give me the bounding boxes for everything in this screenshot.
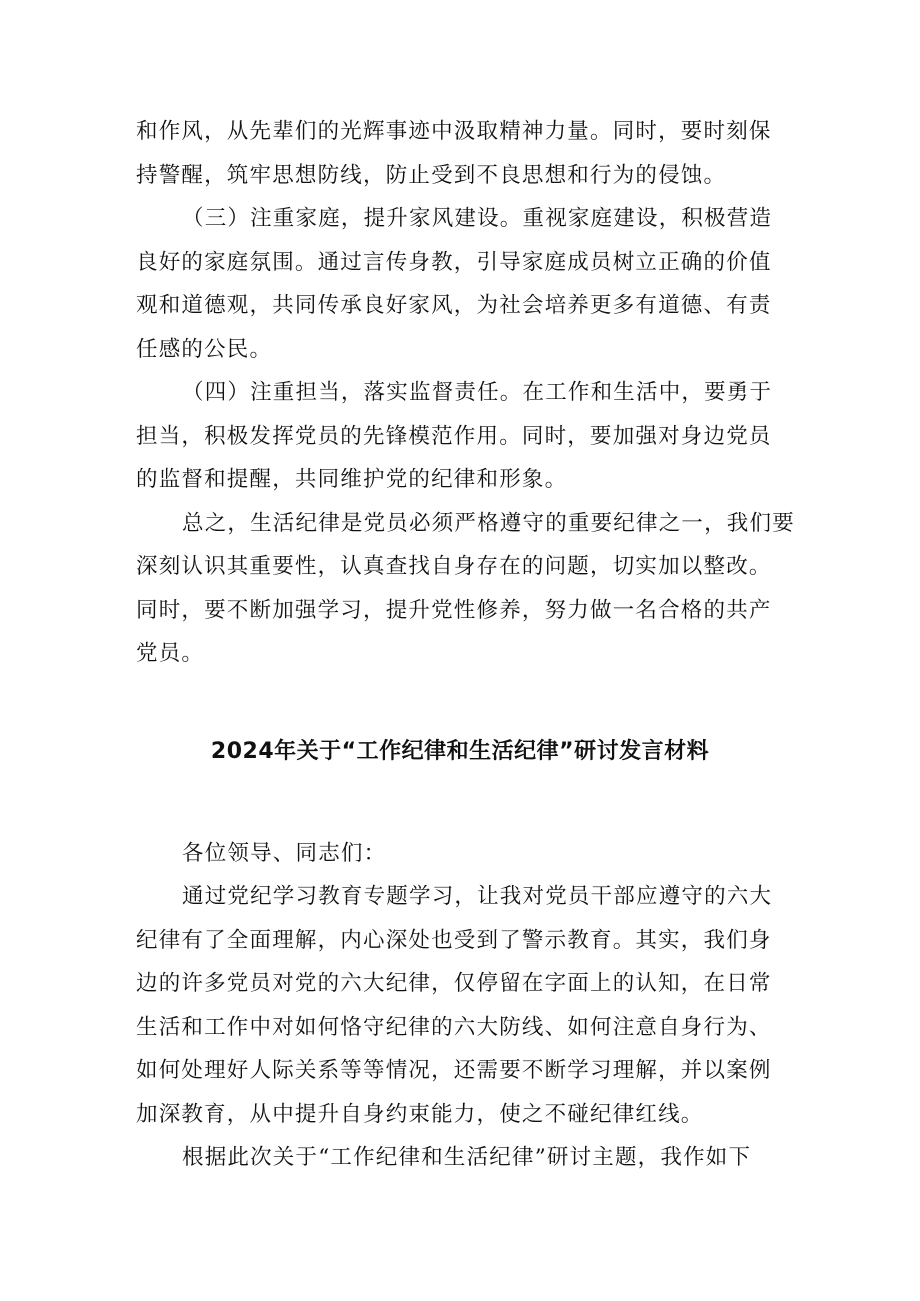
paragraph-line: （四）注重担当，落实监督责任。在工作和生活中，要勇于 bbox=[182, 380, 773, 405]
paragraph-line: 根据此次关于“工作纪律和生活纪律”研讨主题，我作如下 bbox=[182, 1145, 752, 1170]
paragraph-line: 持警醒，筑牢思想防线，防止受到不良思想和行为的侵蚀。 bbox=[136, 163, 727, 188]
paragraph-line: 通过党纪学习教育专题学习，让我对党员干部应遵守的六大 bbox=[182, 884, 773, 909]
paragraph-line: 总之，生活纪律是党员必须严格遵守的重要纪律之一，我们要 bbox=[182, 511, 795, 536]
paragraph-line: 担当，积极发挥党员的先锋模范作用。同时，要加强对身边党员 bbox=[136, 424, 772, 449]
paragraph-line: 观和道德观，共同传承良好家风，为社会培养更多有道德、有责 bbox=[136, 293, 772, 318]
paragraph-line: 任感的公民。 bbox=[136, 337, 273, 362]
paragraph-line: 纪律有了全面理解，内心深处也受到了警示教育。其实，我们身 bbox=[136, 928, 772, 953]
paragraph-line: 同时，要不断加强学习，提升党性修养，努力做一名合格的共产 bbox=[136, 598, 772, 623]
paragraph-line: 的监督和提醒，共同维护党的纪律和形象。 bbox=[136, 467, 568, 492]
paragraph-line: （三）注重家庭，提升家风建设。重视家庭建设，积极营造 bbox=[182, 206, 773, 231]
paragraph-line: 深刻认识其重要性，认真查找自身存在的问题，切实加以整改。 bbox=[136, 554, 772, 579]
paragraph-line: 生活和工作中对如何恪守纪律的六大防线、如何注意自身行为、 bbox=[136, 1015, 772, 1040]
paragraph-line: 边的许多党员对党的六大纪律，仅停留在字面上的认知，在日常 bbox=[136, 971, 772, 996]
document-title: 2024年关于“工作纪律和生活纪律”研讨发言材料 bbox=[210, 739, 710, 764]
paragraph-line: 加深教育，从中提升自身约束能力，使之不碰纪律红线。 bbox=[136, 1102, 704, 1127]
paragraph-line: 良好的家庭氛围。通过言传身教，引导家庭成员树立正确的价值 bbox=[136, 250, 772, 275]
salutation: 各位领导、同志们： bbox=[182, 841, 387, 866]
paragraph-line: 如何处理好人际关系等等情况，还需要不断学习理解，并以案例 bbox=[136, 1058, 772, 1083]
paragraph-line: 和作风，从先辈们的光辉事迹中汲取精神力量。同时，要时刻保 bbox=[136, 119, 772, 144]
paragraph-line: 党员。 bbox=[136, 641, 205, 666]
